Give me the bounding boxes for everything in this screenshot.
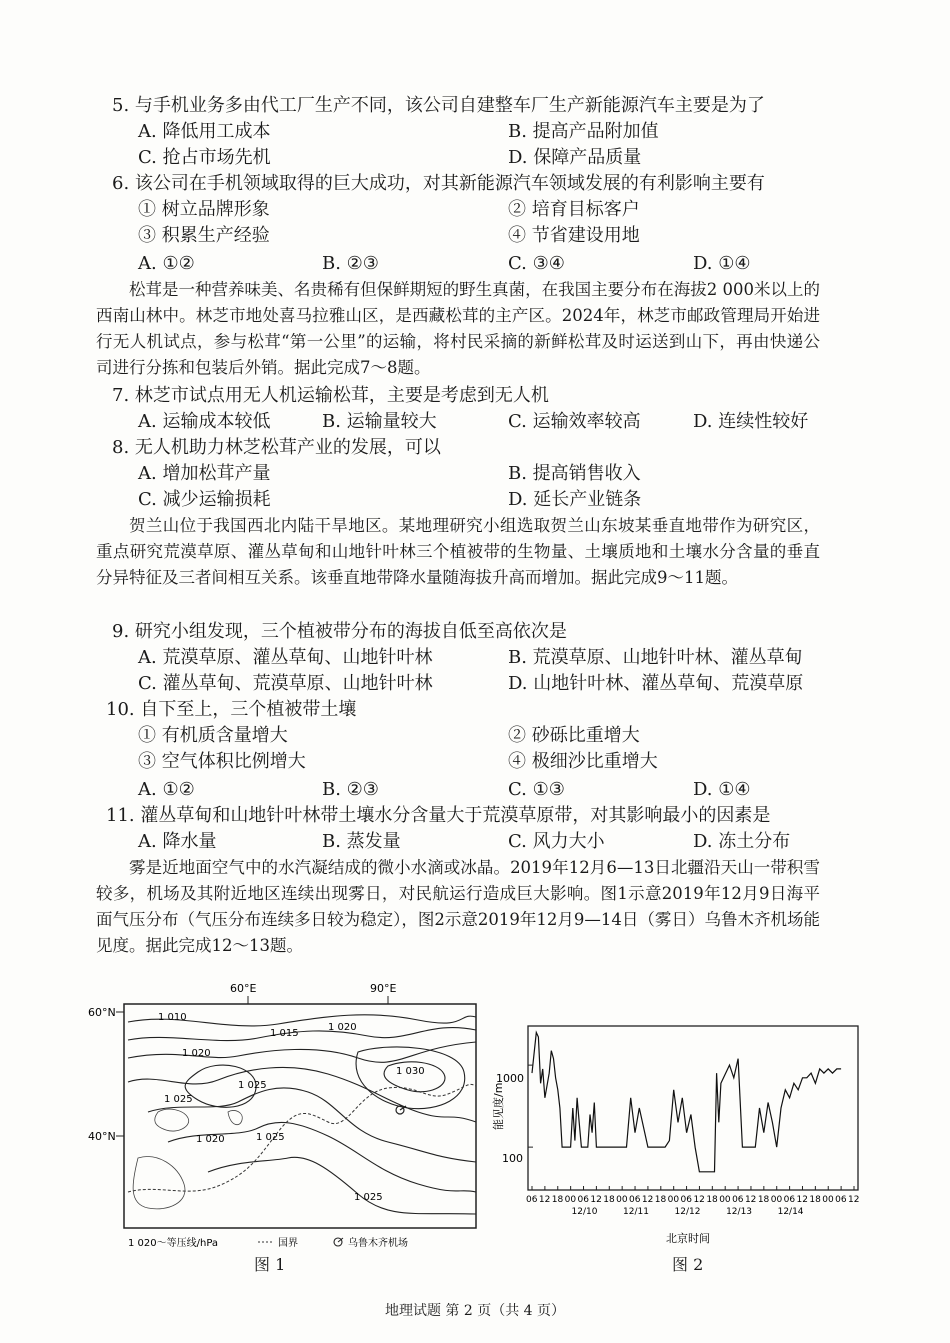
isobar-label-1025-a: 1 025: [238, 1080, 267, 1091]
q10-option-d[interactable]: D. ①④: [693, 779, 751, 800]
lat-label-60n: 60°N: [88, 1006, 116, 1019]
q10-item-1: ① 有机质含量增大: [138, 725, 288, 746]
q9-stem: 9. 研究小组发现，三个植被带分布的海拔自低至高依次是: [112, 621, 567, 642]
x-tick-label: 12: [796, 1195, 808, 1205]
x-tick-label: 00: [770, 1195, 783, 1205]
q8-option-c[interactable]: C. 减少运输损耗: [138, 489, 271, 510]
x-tick-label: 00: [822, 1195, 834, 1205]
figure-2-caption: 图 2: [672, 1255, 704, 1274]
date-label-12-14: 12/14: [777, 1207, 804, 1217]
q11-stem: 11. 灌丛草甸和山地针叶林带土壤水分含量大于荒漠草原带，对其影响最小的因素是: [106, 805, 771, 826]
q11-option-c[interactable]: C. 风力大小: [508, 831, 605, 852]
date-label-12-10: 12/10: [571, 1207, 598, 1217]
isobar-label-1025-c: 1 025: [256, 1132, 285, 1143]
legend-border: 国界: [278, 1238, 298, 1249]
x-tick-label: 12: [744, 1195, 757, 1205]
q6-item-3: ③ 积累生产经验: [138, 225, 270, 246]
q6-item-4: ④ 节省建设用地: [508, 225, 640, 246]
lon-label-90e: 90°E: [370, 982, 397, 995]
q5-option-b[interactable]: B. 提高产品附加值: [508, 121, 659, 142]
q6-stem: 6. 该公司在手机领域取得的巨大成功，对其新能源汽车领域发展的有利影响主要有: [112, 173, 765, 194]
legend-airport-icon: [334, 1238, 343, 1246]
date-label-12-11: 12/11: [623, 1207, 649, 1217]
isobar-label-1020-a: 1 020: [328, 1022, 357, 1033]
q9-option-a[interactable]: A. 荒漠草原、灌丛草甸、山地针叶林: [138, 647, 433, 668]
x-tick-label: 12: [848, 1195, 860, 1205]
x-tick-label: 12: [641, 1195, 654, 1205]
q9-option-c[interactable]: C. 灌丛草甸、荒漠草原、山地针叶林: [138, 673, 433, 694]
q5-option-c[interactable]: C. 抢占市场先机: [138, 147, 271, 168]
q10-item-2: ② 砂砾比重增大: [508, 725, 640, 746]
x-tick-label: 00: [616, 1195, 628, 1205]
x-tick-label: 18: [757, 1195, 770, 1205]
legend-isobar: 1 020～等压线/hPa: [128, 1238, 219, 1249]
q7-option-c[interactable]: C. 运输效率较高: [508, 411, 641, 432]
isobar-label-1030: 1 030: [396, 1066, 425, 1077]
q5-option-a[interactable]: A. 降低用工成本: [138, 121, 271, 142]
date-label-12-12: 12/12: [674, 1207, 701, 1217]
q11-option-b[interactable]: B. 蒸发量: [322, 831, 401, 852]
q7-option-a[interactable]: A. 运输成本较低: [138, 411, 271, 432]
q10-option-a[interactable]: A. ①②: [138, 779, 195, 800]
x-tick-label: 06: [577, 1195, 589, 1205]
q7-option-d[interactable]: D. 连续性较好: [693, 411, 809, 432]
date-label-12-13: 12/13: [726, 1207, 753, 1217]
q9-option-b[interactable]: B. 荒漠草原、山地针叶林、灌丛草甸: [508, 647, 803, 668]
q6-option-b[interactable]: B. ②③: [322, 253, 379, 274]
q5-stem: 5. 与手机业务多由代工厂生产不同，该公司自建整车厂生产新能源汽车主要是为了: [112, 95, 765, 116]
x-axis-label: 北京时间: [666, 1232, 710, 1245]
x-tick-label: 18: [603, 1195, 615, 1205]
q6-option-d[interactable]: D. ①④: [693, 253, 751, 274]
q8-option-b[interactable]: B. 提高销售收入: [508, 463, 641, 484]
x-tick-label: 06: [629, 1195, 641, 1205]
q6-item-1: ① 树立品牌形象: [138, 199, 270, 220]
figure-1-caption: 图 1: [254, 1255, 286, 1274]
q10-stem: 10. 自下至上，三个植被带土壤: [106, 699, 357, 720]
legend-airport: 乌鲁木齐机场: [348, 1238, 408, 1249]
q5-option-d[interactable]: D. 保障产品质量: [508, 147, 642, 168]
q9-option-d[interactable]: D. 山地针叶林、灌丛草甸、荒漠草原: [508, 673, 804, 694]
q10-option-b[interactable]: B. ②③: [322, 779, 379, 800]
x-tick-label: 18: [654, 1195, 667, 1205]
isobar-label-1025-b: 1 025: [164, 1094, 193, 1105]
q11-option-a[interactable]: A. 降水量: [138, 831, 217, 852]
figure-1-map: [88, 962, 488, 1262]
y-axis-label: 能见度/m: [492, 1082, 505, 1130]
q10-option-c[interactable]: C. ①③: [508, 779, 565, 800]
q6-option-c[interactable]: C. ③④: [508, 253, 565, 274]
q10-item-3: ③ 空气体积比例增大: [138, 751, 306, 772]
q6-option-a[interactable]: A. ①②: [138, 253, 195, 274]
x-tick-label: 12: [693, 1195, 705, 1205]
q8-stem: 8. 无人机助力林芝松茸产业的发展，可以: [112, 437, 441, 458]
x-tick-label: 18: [809, 1195, 821, 1205]
passage-7-8: 松茸是一种营养味美、名贵稀有但保鲜期短的野生真菌，在我国主要分布在海拔2 000米以上的西南山林中。林芝市地处喜马拉雅山区，是西藏松茸的主产区。2024年，林芝市邮政管理局开始进行无人机试点，参与松茸“第一公里”的运输，将村民采摘的新鲜松茸及时运送到山下，再由快递公司进行分拣和包装后外销。据此完成7～8题。: [96, 280, 820, 377]
x-tick-label: 00: [564, 1195, 577, 1205]
x-tick-label: 06: [835, 1195, 847, 1205]
q10-item-4: ④ 极细沙比重增大: [508, 751, 658, 772]
isobar-label-1025-d: 1 025: [354, 1192, 383, 1203]
x-tick-label: 12: [590, 1195, 602, 1205]
isobar-label-1020-b: 1 020: [182, 1048, 211, 1059]
x-tick-label: 18: [706, 1195, 718, 1205]
passage-9-11: 贺兰山位于我国西北内陆干旱地区。某地理研究小组选取贺兰山东坡某垂直地带作为研究区，重点研究荒漠草原、灌丛草甸和山地针叶林三个植被带的生物量、土壤质地和土壤水分含量的垂直分异特征及三者间相互关系。该垂直地带降水量随海拔升高而增加。据此完成9～11题。: [96, 516, 820, 587]
passage-12-13: 雾是近地面空气中的水汽凝结成的微小水滴或冰晶。2019年12月6—13日北疆沿天山一带积雪较多，机场及其附近地区连续出现雾日，对民航运行造成巨大影响。图1示意2019年12月9日海平面气压分布（气压分布连续多日较为稳定），图2示意2019年12月9—14日（雾日）乌鲁木齐机场能见度。据此完成12～13题。: [96, 858, 820, 955]
isobar-label-1010: 1 010: [158, 1012, 187, 1023]
page-footer: 地理试题 第 2 页（共 4 页）: [384, 1303, 566, 1319]
x-tick-label: 00: [719, 1195, 731, 1205]
x-tick-label: 06: [680, 1195, 693, 1205]
x-tick-label: 00: [667, 1195, 680, 1205]
y-tick-label-100: 100: [502, 1152, 523, 1165]
q8-option-d[interactable]: D. 延长产业链条: [508, 489, 642, 510]
x-tick-label: 12: [538, 1195, 551, 1205]
x-tick-label: 06: [783, 1195, 796, 1205]
q7-option-b[interactable]: B. 运输量较大: [322, 411, 437, 432]
isobar-label-1015: 1 015: [270, 1028, 299, 1039]
y-tick-label-1000: 1000: [496, 1072, 524, 1085]
q6-item-2: ② 培育目标客户: [508, 199, 640, 220]
x-tick-label: 06: [732, 1195, 744, 1205]
lat-label-40n: 40°N: [88, 1130, 116, 1143]
q8-option-a[interactable]: A. 增加松茸产量: [138, 463, 271, 484]
x-tick-label: 06: [526, 1195, 538, 1205]
lon-label-60e: 60°E: [230, 982, 257, 995]
q7-stem: 7. 林芝市试点用无人机运输松茸，主要是考虑到无人机: [112, 385, 549, 406]
figure-2-chart: [488, 1020, 872, 1250]
isobar-label-1020-c: 1 020: [196, 1134, 225, 1145]
q11-option-d[interactable]: D. 冻土分布: [693, 831, 791, 852]
x-tick-label: 18: [551, 1195, 564, 1205]
